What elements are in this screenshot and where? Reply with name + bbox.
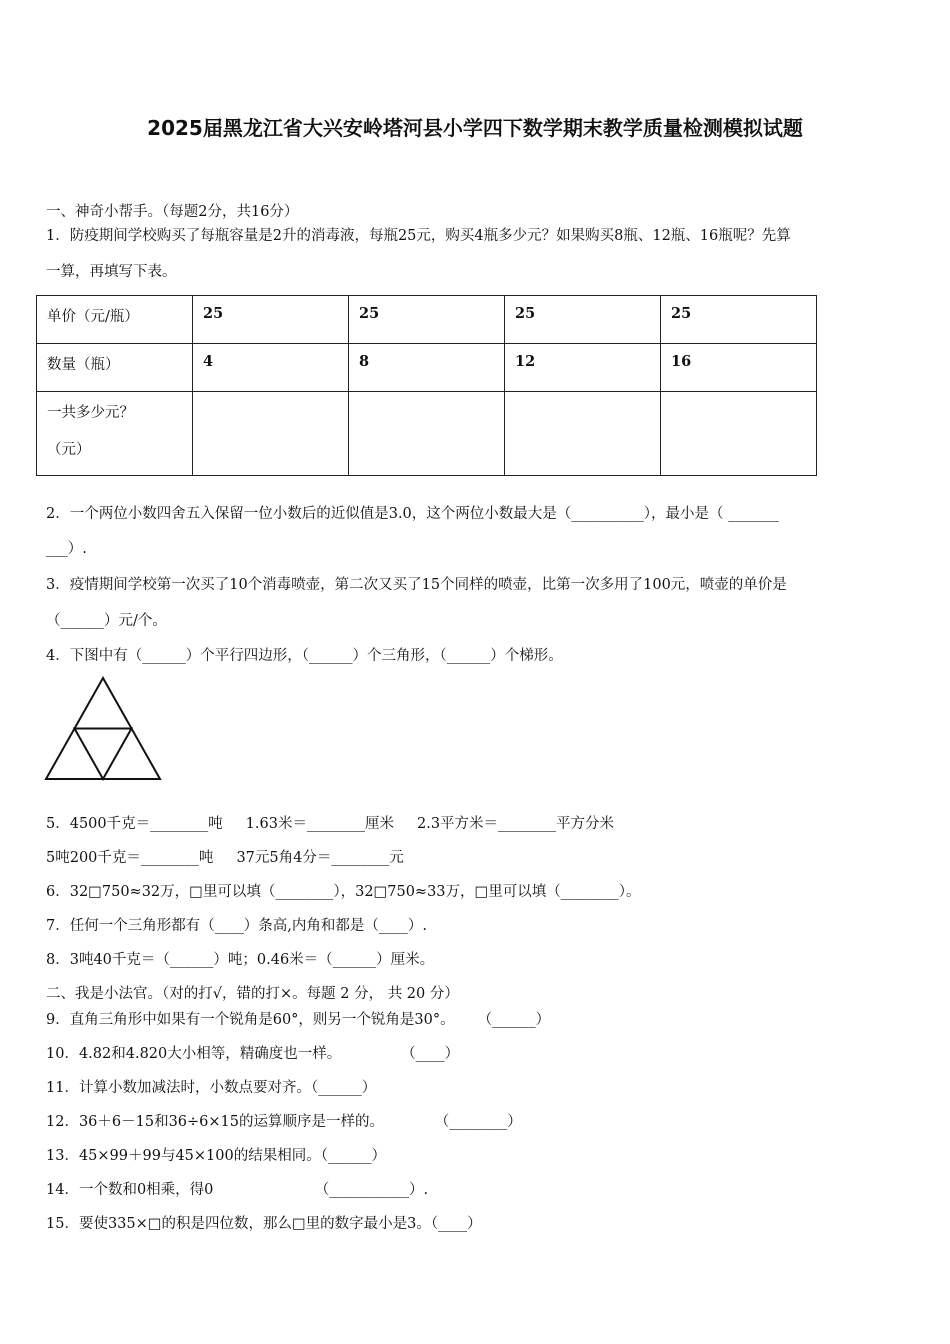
question-9: 9．直角三角形中如果有一个锐角是60°，则另一个锐角是30°。 （______）	[46, 1012, 551, 1028]
question-14: 14．一个数和0相乘，得0 （___________）.	[46, 1182, 429, 1198]
question-8: 8．3吨40千克＝（______）吨；0.46米＝（______）厘米。	[46, 952, 435, 968]
table-cell: 25	[349, 296, 505, 344]
row-label-line1: 一共多少元？	[47, 405, 134, 421]
table-row	[37, 344, 817, 392]
table-row	[37, 392, 817, 476]
table-cell: 25	[505, 296, 661, 344]
question-7: 7．任何一个三角形都有（____）条高,内角和都是（____）.	[46, 918, 427, 934]
question-15: 15．要使335×□的积是四位数，那么□里的数字最小是3。（____）	[46, 1216, 482, 1232]
question-10: 10．4.82和4.820大小相等，精确度也一样。 （____）	[46, 1046, 460, 1062]
row-label: 数量（瓶）	[37, 344, 193, 392]
question-5-cont: 5吨200千克＝________吨 37元5角4分＝________元	[46, 850, 404, 866]
triangle-figure	[44, 676, 164, 782]
section-2-heading: 二、我是小法官。（对的打√，错的打×。每题 2 分， 共 20 分）	[46, 986, 459, 1002]
answer-cell[interactable]	[661, 392, 817, 476]
question-6: 6．32□750≈32万，□里可以填（________），32□750≈33万，□里可以填（________）。	[46, 884, 641, 900]
question-3: 3．疫情期间学校第一次买了10个消毒喷壶，第二次又买了15个同样的喷壶，比第一次多用了100元，喷壶的单价是	[46, 577, 787, 593]
table-cell: 12	[505, 344, 661, 392]
page-title: 2025届黑龙江省大兴安岭塔河县小学四下数学期末教学质量检测模拟试题	[147, 116, 803, 140]
row-label	[37, 392, 193, 476]
section-1-heading: 一、神奇小帮手。（每题2分，共16分）	[46, 204, 299, 220]
price-table	[36, 295, 817, 476]
question-11: 11．计算小数加减法时，小数点要对齐。（______）	[46, 1080, 377, 1096]
row-label: 单价（元/瓶）	[37, 296, 193, 344]
question-2-cont: ___）.	[46, 541, 87, 557]
question-4: 4．下图中有（______）个平行四边形，（______）个三角形，（______）个梯形。	[46, 648, 563, 664]
question-1: 1．防疫期间学校购买了每瓶容量是2升的消毒液，每瓶25元，购买4瓶多少元？如果购买8瓶、12瓶、16瓶呢？先算	[46, 228, 791, 244]
question-12: 12．36＋6－15和36÷6×15的运算顺序是一样的。 （________）	[46, 1114, 522, 1130]
table-cell: 4	[193, 344, 349, 392]
question-3-cont: （______）元/个。	[46, 613, 167, 629]
answer-cell[interactable]	[349, 392, 505, 476]
table-cell: 25	[193, 296, 349, 344]
answer-cell[interactable]	[193, 392, 349, 476]
question-13: 13．45×99＋99与45×100的结果相同。（______）	[46, 1148, 386, 1164]
table-cell: 16	[661, 344, 817, 392]
table-cell: 25	[661, 296, 817, 344]
table-row	[37, 296, 817, 344]
question-1-cont: 一算，再填写下表。	[46, 264, 177, 280]
question-2: 2．一个两位小数四舍五入保留一位小数后的近似值是3.0，这个两位小数最大是（__________），最小是（ _______	[46, 506, 779, 522]
answer-cell[interactable]	[505, 392, 661, 476]
row-label-line2: （元）	[47, 442, 91, 458]
table-cell: 8	[349, 344, 505, 392]
question-5: 5．4500千克＝________吨 1.63米＝________厘米 2.3平方米＝________平方分米	[46, 816, 615, 832]
